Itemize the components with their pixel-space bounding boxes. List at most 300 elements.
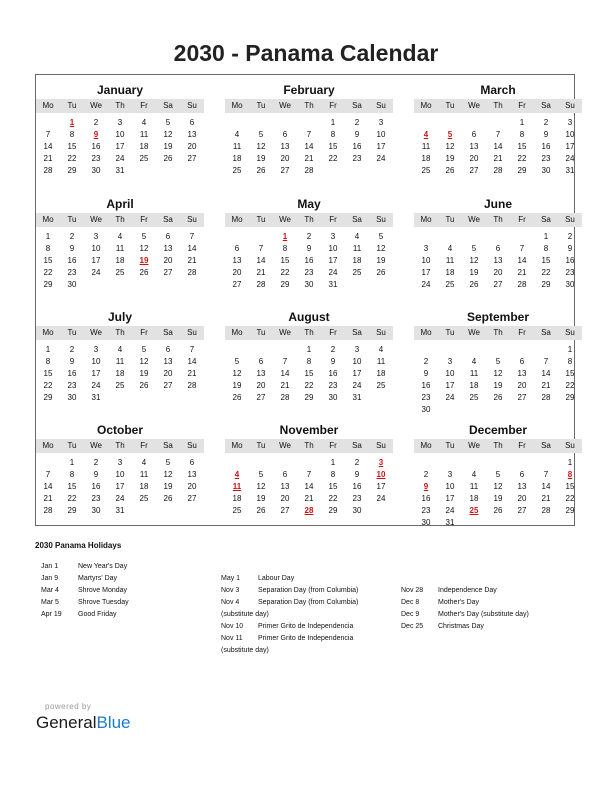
weekday-label: Tu (256, 441, 266, 450)
day-cell: 4 (117, 232, 123, 241)
day-cell: 28 (187, 381, 197, 390)
day-cell: 12 (469, 256, 479, 265)
day-cell: 27 (163, 268, 173, 277)
day-cell: 16 (565, 256, 575, 265)
calendar-grid (35, 74, 575, 526)
day-cell: 18 (232, 494, 242, 503)
holiday-row (41, 609, 218, 621)
month-march (414, 75, 582, 185)
holiday-list-3 (401, 585, 578, 633)
empty-cell (510, 344, 534, 356)
day-cell: 2 (543, 118, 549, 127)
day-cell: 15 (43, 256, 53, 265)
day-cell: 20 (163, 369, 173, 378)
day-cell: 22 (67, 154, 77, 163)
holiday-name: (substitute day) (221, 647, 269, 654)
holiday-day: 9 (93, 130, 99, 139)
empty-cell (273, 117, 297, 129)
weekday-label: Fr (140, 441, 148, 450)
weekday-label: Su (187, 101, 197, 110)
day-cell: 5 (378, 232, 384, 241)
day-cell: 28 (280, 393, 290, 402)
day-cell: 12 (445, 142, 455, 151)
day-cell: 18 (376, 369, 386, 378)
day-cell: 26 (232, 393, 242, 402)
day-cell: 18 (469, 494, 479, 503)
day-grid (36, 344, 204, 404)
day-cell: 29 (328, 506, 338, 515)
day-cell: 20 (232, 268, 242, 277)
holiday-row (221, 621, 398, 633)
day-cell: 12 (139, 357, 149, 366)
day-cell: 30 (67, 280, 77, 289)
day-cell: 4 (378, 345, 384, 354)
day-cell: 28 (43, 506, 53, 515)
day-cell: 2 (69, 345, 75, 354)
weekday-label: Tu (445, 215, 455, 224)
day-cell: 19 (469, 268, 479, 277)
day-cell: 30 (67, 393, 77, 402)
holiday-row (41, 585, 218, 597)
day-cell: 19 (376, 256, 386, 265)
empty-cell (414, 231, 438, 243)
day-cell: 11 (469, 482, 479, 491)
day-cell: 18 (139, 142, 149, 151)
weekday-label: Tu (445, 441, 455, 450)
day-cell: 5 (258, 470, 264, 479)
weekday-label: Fr (518, 101, 526, 110)
day-cell: 24 (91, 268, 101, 277)
empty-cell (462, 344, 486, 356)
day-cell: 9 (69, 244, 75, 253)
day-cell: 8 (330, 470, 336, 479)
day-cell: 30 (541, 166, 551, 175)
holiday-row (41, 561, 218, 573)
day-cell: 26 (469, 280, 479, 289)
day-cell: 3 (378, 118, 384, 127)
day-cell: 23 (541, 154, 551, 163)
day-cell: 8 (519, 130, 525, 139)
day-cell: 16 (67, 256, 77, 265)
weekday-header (225, 99, 393, 113)
day-cell: 8 (567, 357, 573, 366)
page-title: 2030 - Panama Calendar (173, 40, 439, 66)
holiday-row (401, 585, 578, 597)
month-name: December (468, 423, 528, 437)
day-cell: 9 (354, 470, 360, 479)
day-cell: 5 (495, 357, 501, 366)
day-cell: 10 (565, 130, 575, 139)
day-cell: 21 (517, 268, 527, 277)
month-name: August (288, 310, 330, 324)
empty-cell (486, 231, 510, 243)
day-cell: 28 (43, 166, 53, 175)
empty-cell (438, 344, 462, 356)
empty-cell (486, 117, 510, 129)
holiday-name: Shrove Monday (78, 587, 128, 594)
weekday-label: Sa (163, 441, 173, 450)
day-cell: 24 (376, 154, 386, 163)
empty-cell (438, 457, 462, 469)
holiday-row (221, 597, 398, 609)
weekday-label: Su (376, 101, 386, 110)
empty-cell (273, 457, 297, 469)
day-cell: 14 (541, 482, 551, 491)
day-cell: 8 (543, 244, 549, 253)
month-september (414, 302, 582, 412)
day-cell: 14 (304, 142, 314, 151)
day-cell: 9 (354, 130, 360, 139)
weekday-label: Th (493, 215, 503, 224)
day-cell: 28 (187, 268, 197, 277)
day-cell: 17 (376, 142, 386, 151)
month-may (225, 189, 393, 299)
day-cell: 29 (43, 280, 53, 289)
holiday-day: 4 (423, 130, 429, 139)
day-cell: 7 (45, 470, 51, 479)
day-cell: 1 (45, 232, 51, 241)
day-cell: 9 (330, 357, 336, 366)
weekday-label: Mo (231, 441, 243, 450)
day-cell: 16 (328, 369, 338, 378)
weekday-label: Th (115, 441, 125, 450)
day-cell: 3 (330, 232, 336, 241)
day-cell: 1 (330, 458, 336, 467)
day-cell: 8 (330, 130, 336, 139)
weekday-label: Th (115, 101, 125, 110)
day-cell: 29 (67, 166, 77, 175)
day-cell: 24 (328, 268, 338, 277)
month-november (225, 415, 393, 525)
weekday-label: Th (304, 215, 314, 224)
month-name: February (283, 83, 335, 97)
day-cell: 13 (469, 142, 479, 151)
day-cell: 8 (69, 470, 75, 479)
day-cell: 4 (141, 458, 147, 467)
weekday-label: Mo (420, 441, 432, 450)
weekday-label: We (90, 441, 102, 450)
day-cell: 15 (280, 256, 290, 265)
day-cell: 15 (328, 482, 338, 491)
empty-cell (414, 344, 438, 356)
holiday-date: Nov 3 (221, 587, 240, 594)
day-cell: 30 (421, 405, 431, 414)
day-cell: 17 (445, 381, 455, 390)
day-cell: 20 (280, 154, 290, 163)
day-cell: 31 (328, 280, 338, 289)
holiday-day: 9 (423, 482, 429, 491)
day-cell: 13 (163, 244, 173, 253)
day-cell: 19 (493, 494, 503, 503)
day-cell: 14 (43, 142, 53, 151)
brand-general: General (36, 713, 97, 732)
month-name: April (106, 197, 134, 211)
day-cell: 5 (165, 118, 171, 127)
day-cell: 19 (256, 494, 266, 503)
weekday-label: Mo (231, 328, 243, 337)
day-cell: 19 (256, 154, 266, 163)
weekday-label: Sa (541, 328, 551, 337)
day-cell: 2 (93, 118, 99, 127)
holiday-name: Good Friday (78, 611, 117, 618)
day-cell: 15 (517, 142, 527, 151)
holiday-name: New Year's Day (78, 563, 128, 570)
day-cell: 1 (69, 458, 75, 467)
day-cell: 16 (541, 142, 551, 151)
holiday-row (401, 609, 578, 621)
day-cell: 7 (189, 232, 195, 241)
day-cell: 15 (565, 369, 575, 378)
holiday-date: Nov 11 (221, 635, 243, 642)
day-cell: 4 (234, 130, 240, 139)
day-cell: 10 (115, 470, 125, 479)
day-cell: 17 (115, 142, 125, 151)
day-cell: 18 (445, 268, 455, 277)
day-grid (36, 231, 204, 291)
weekday-label: Th (304, 101, 314, 110)
empty-cell (249, 231, 273, 243)
weekday-label: Tu (67, 215, 77, 224)
weekday-label: Th (115, 328, 125, 337)
holiday-day: 8 (567, 470, 573, 479)
empty-cell (486, 457, 510, 469)
weekday-label: Th (115, 215, 125, 224)
day-cell: 14 (280, 369, 290, 378)
day-cell: 8 (282, 244, 288, 253)
holiday-date: Dec 8 (401, 599, 420, 606)
empty-cell (486, 344, 510, 356)
day-cell: 11 (115, 357, 125, 366)
day-cell: 22 (328, 494, 338, 503)
day-cell: 2 (354, 458, 360, 467)
holiday-day: 11 (232, 482, 242, 491)
day-cell: 19 (163, 142, 173, 151)
day-cell: 10 (421, 256, 431, 265)
day-cell: 3 (117, 118, 123, 127)
day-cell: 26 (445, 166, 455, 175)
day-cell: 1 (519, 118, 525, 127)
weekday-label: We (279, 101, 291, 110)
day-cell: 20 (163, 256, 173, 265)
empty-cell (297, 117, 321, 129)
day-cell: 25 (139, 154, 149, 163)
weekday-label: Su (376, 328, 386, 337)
day-cell: 20 (469, 154, 479, 163)
day-grid (414, 117, 582, 177)
day-cell: 13 (517, 369, 527, 378)
day-cell: 2 (354, 118, 360, 127)
day-cell: 7 (543, 357, 549, 366)
day-cell: 13 (163, 357, 173, 366)
day-cell: 31 (115, 506, 125, 515)
day-cell: 21 (304, 494, 314, 503)
holiday-name: (substitute day) (221, 611, 269, 618)
weekday-label: Mo (231, 215, 243, 224)
holiday-row (221, 573, 398, 585)
weekday-label: Sa (163, 215, 173, 224)
day-cell: 16 (352, 482, 362, 491)
day-cell: 16 (91, 482, 101, 491)
day-cell: 29 (565, 393, 575, 402)
weekday-label: Mo (42, 215, 54, 224)
day-cell: 14 (493, 142, 503, 151)
day-cell: 5 (165, 458, 171, 467)
day-cell: 24 (115, 154, 125, 163)
day-cell: 23 (91, 494, 101, 503)
day-cell: 10 (91, 357, 101, 366)
day-cell: 11 (445, 256, 455, 265)
weekday-label: Sa (352, 101, 362, 110)
day-cell: 6 (282, 130, 288, 139)
day-cell: 10 (445, 369, 455, 378)
holiday-name: Separation Day (from Columbia) (258, 587, 359, 594)
day-cell: 2 (93, 458, 99, 467)
day-cell: 26 (139, 381, 149, 390)
weekday-label: Su (376, 441, 386, 450)
day-cell: 27 (517, 506, 527, 515)
holiday-list-1 (41, 561, 218, 621)
day-cell: 23 (328, 381, 338, 390)
day-cell: 16 (304, 256, 314, 265)
holiday-date: Mar 5 (41, 599, 59, 606)
day-cell: 25 (445, 280, 455, 289)
day-cell: 27 (469, 166, 479, 175)
day-cell: 11 (139, 130, 149, 139)
day-cell: 28 (256, 280, 266, 289)
day-cell: 13 (280, 142, 290, 151)
day-cell: 24 (115, 494, 125, 503)
day-grid (36, 457, 204, 517)
day-cell: 26 (256, 166, 266, 175)
day-cell: 9 (543, 130, 549, 139)
weekday-label: Sa (541, 215, 551, 224)
weekday-header (225, 213, 393, 227)
weekday-label: Tu (67, 101, 77, 110)
day-cell: 6 (234, 244, 240, 253)
day-cell: 16 (421, 381, 431, 390)
day-cell: 2 (423, 357, 429, 366)
day-cell: 6 (519, 357, 525, 366)
day-cell: 6 (519, 470, 525, 479)
day-cell: 21 (256, 268, 266, 277)
holiday-date: Jan 9 (41, 575, 59, 582)
brand-blue: Blue (96, 713, 131, 732)
holiday-date: Nov 4 (221, 599, 240, 606)
day-cell: 25 (115, 268, 125, 277)
day-cell: 30 (304, 280, 314, 289)
day-cell: 11 (139, 470, 149, 479)
day-cell: 30 (565, 280, 575, 289)
day-cell: 20 (493, 268, 503, 277)
weekday-header (36, 99, 204, 113)
weekday-label: Su (565, 441, 575, 450)
holiday-row (41, 573, 218, 585)
weekday-label: We (90, 215, 102, 224)
weekday-header (36, 439, 204, 453)
day-cell: 23 (91, 154, 101, 163)
day-cell: 23 (304, 268, 314, 277)
day-cell: 25 (115, 381, 125, 390)
weekday-label: Mo (420, 215, 432, 224)
empty-cell (462, 117, 486, 129)
day-cell: 29 (517, 166, 527, 175)
day-cell: 25 (352, 268, 362, 277)
day-cell: 1 (567, 345, 573, 354)
day-cell: 3 (93, 345, 99, 354)
day-cell: 7 (495, 130, 501, 139)
weekday-label: Su (376, 215, 386, 224)
day-cell: 13 (517, 482, 527, 491)
holiday-row (401, 597, 578, 609)
weekday-label: Tu (256, 215, 266, 224)
weekday-label: We (468, 101, 480, 110)
day-cell: 12 (493, 369, 503, 378)
day-cell: 20 (517, 494, 527, 503)
month-name: September (466, 310, 530, 324)
day-cell: 11 (376, 357, 386, 366)
day-cell: 26 (163, 154, 173, 163)
holiday-date: Mar 4 (41, 587, 59, 594)
day-cell: 4 (471, 470, 477, 479)
day-cell: 9 (69, 357, 75, 366)
month-name: March (480, 83, 516, 97)
day-cell: 14 (517, 256, 527, 265)
month-name: November (279, 423, 339, 437)
day-cell: 13 (280, 482, 290, 491)
day-cell: 27 (280, 166, 290, 175)
day-cell: 6 (165, 345, 171, 354)
weekday-label: Mo (42, 441, 54, 450)
day-cell: 12 (256, 482, 266, 491)
day-cell: 12 (163, 470, 173, 479)
day-cell: 31 (352, 393, 362, 402)
day-cell: 19 (163, 482, 173, 491)
day-cell: 5 (141, 232, 147, 241)
weekday-label: Sa (541, 441, 551, 450)
day-cell: 10 (115, 130, 125, 139)
day-cell: 3 (117, 458, 123, 467)
holiday-date: Jan 1 (41, 563, 59, 570)
day-cell: 8 (69, 130, 75, 139)
weekday-header (36, 213, 204, 227)
day-cell: 28 (493, 166, 503, 175)
day-cell: 12 (163, 130, 173, 139)
empty-cell (225, 344, 249, 356)
day-cell: 9 (423, 369, 429, 378)
day-cell: 21 (43, 154, 53, 163)
weekday-label: Fr (140, 101, 148, 110)
day-cell: 2 (567, 232, 573, 241)
month-april (36, 189, 204, 299)
holiday-day: 28 (304, 506, 314, 515)
day-cell: 11 (115, 244, 125, 253)
brand-logo[interactable] (36, 702, 131, 733)
day-cell: 23 (421, 393, 431, 402)
day-cell: 25 (376, 381, 386, 390)
day-cell: 7 (543, 470, 549, 479)
day-cell: 14 (256, 256, 266, 265)
day-cell: 4 (117, 345, 123, 354)
day-cell: 13 (187, 470, 197, 479)
weekday-header (36, 326, 204, 340)
holiday-date: Dec 9 (401, 611, 420, 618)
weekday-label: We (90, 101, 102, 110)
day-cell: 15 (67, 482, 77, 491)
day-cell: 17 (565, 142, 575, 151)
day-cell: 31 (565, 166, 575, 175)
day-cell: 29 (67, 506, 77, 515)
weekday-label: Su (565, 101, 575, 110)
